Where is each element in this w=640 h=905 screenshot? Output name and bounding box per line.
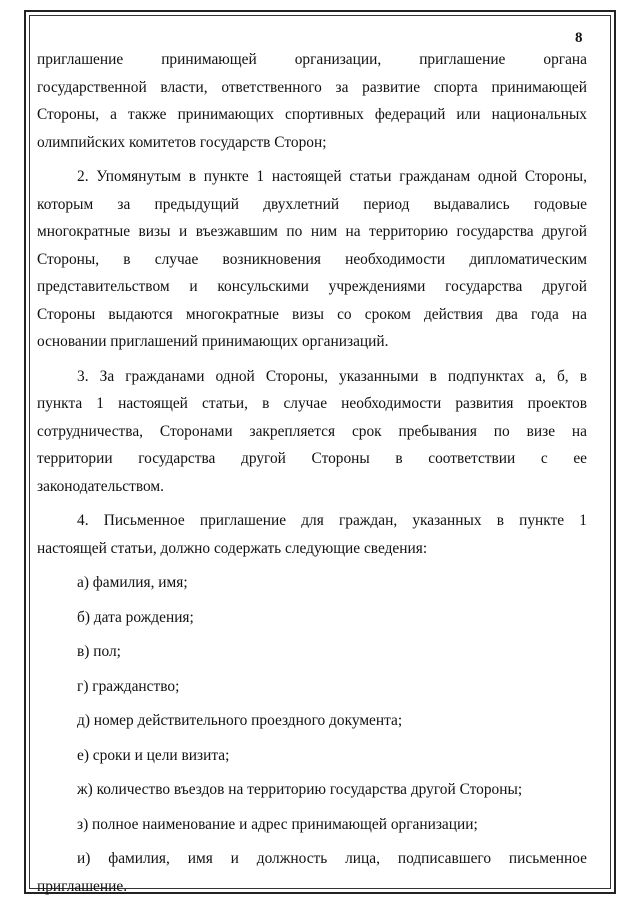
text-line: 2. Упомянутым в пункте 1 настоящей статьи гражданам одной Стороны,	[77, 168, 587, 185]
paragraph-2	[37, 163, 587, 356]
requirements-list	[37, 569, 587, 900]
text-line: сотрудничества, Сторонами закрепляется срок пребывания по визе на	[37, 422, 587, 440]
list-item: ж) количество въездов на территорию государства другой Стороны;	[77, 781, 523, 798]
text-line: Стороны выдаются многократные визы со сроком действия два года на	[37, 305, 587, 323]
paragraph-4	[37, 507, 587, 562]
list-item: е) сроки и цели визита;	[77, 746, 230, 764]
list-item: з) полное наименование и адрес принимающей организации;	[77, 815, 478, 833]
text-line: Стороны, а также принимающих спортивных федераций или национальных	[37, 106, 587, 123]
paragraph-continuation	[37, 46, 587, 156]
text-line: законодательством.	[37, 477, 165, 495]
text-line: пункта 1 настоящей статьи, в случае необходимости развития проектов	[37, 395, 587, 412]
list-item: д) номер действительного проездного документа;	[77, 712, 403, 729]
text-line: приглашение принимающей организации, приглашение органа	[37, 51, 587, 68]
document-body	[37, 46, 587, 900]
list-item: в) пол;	[77, 643, 121, 660]
list-item: а) фамилия, имя;	[77, 574, 188, 591]
text-line: многократные визы и въезжавшим по ним на территорию государства другой	[37, 223, 587, 240]
text-line: основании приглашений принимающих организаций.	[37, 333, 389, 350]
list-item: б) дата рождения;	[77, 608, 194, 626]
text-line: территории государства другой Стороны в соответствии с ее	[37, 450, 587, 467]
page-number: 8	[575, 30, 583, 46]
text-line: настоящей статьи, должно содержать следующие сведения:	[37, 539, 428, 557]
list-item: г) гражданство;	[77, 677, 180, 695]
text-line: Стороны, в случае возникновения необходимости дипломатическим	[37, 250, 587, 268]
text-line: государственной власти, ответственного за развитие спорта принимающей	[37, 78, 587, 96]
text-line: олимпийских комитетов государств Сторон;	[37, 133, 327, 151]
text-line: 4. Письменное приглашение для граждан, указанных в пункте 1	[77, 512, 587, 529]
text-line: и) фамилия, имя и должность лица, подписавшего письменное	[77, 850, 587, 867]
text-line: представительством и консульскими учреждениями государства другой	[37, 278, 587, 295]
list-item-multiline	[37, 845, 587, 900]
text-line: приглашение.	[37, 877, 128, 895]
text-line: которым за предыдущий двухлетний период выдавались годовые	[37, 195, 587, 213]
paragraph-3	[37, 363, 587, 501]
text-line: 3. За гражданами одной Стороны, указанными в подпунктах а, б, в	[77, 367, 587, 385]
